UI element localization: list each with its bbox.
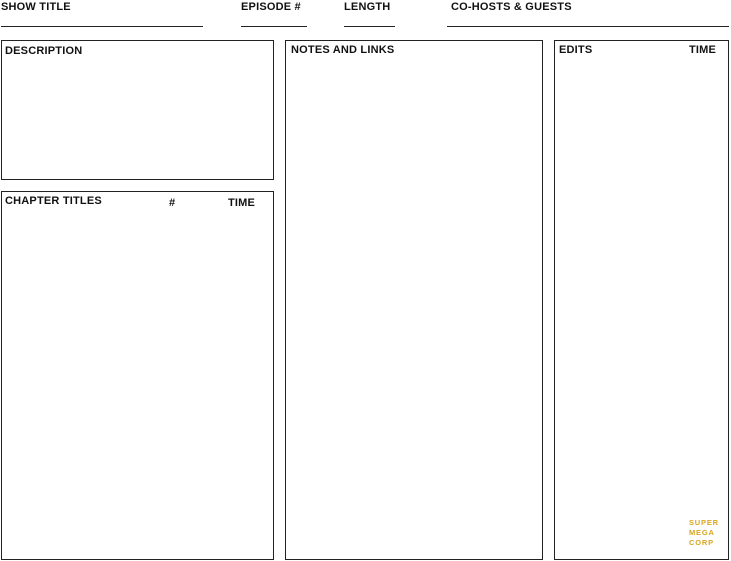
edits-label: EDITS [559,44,593,56]
super-mega-corp-logo [689,518,719,548]
notes-links-box[interactable] [285,40,543,560]
cohosts-line[interactable] [447,26,729,27]
chapter-number-label: # [169,197,176,209]
edits-time-label: TIME [689,44,717,56]
chapter-titles-box[interactable] [1,191,274,560]
chapter-titles-label: CHAPTER TITLES [5,195,102,207]
edits-box[interactable] [554,40,729,560]
logo-line-1: SUPER [689,518,719,527]
logo-line-2: MEGA [689,528,715,537]
length-label: LENGTH [344,1,391,13]
notes-links-label: NOTES AND LINKS [291,44,395,56]
description-box[interactable] [1,40,274,180]
length-line[interactable] [344,26,395,27]
episode-label: EPISODE # [241,1,301,13]
logo-line-3: CORP [689,538,714,547]
description-label: DESCRIPTION [5,45,83,57]
cohosts-label: CO-HOSTS & GUESTS [451,1,572,13]
show-title-line[interactable] [1,26,203,27]
show-title-label: SHOW TITLE [1,1,71,13]
episode-line[interactable] [241,26,307,27]
chapter-time-label: TIME [228,197,256,209]
